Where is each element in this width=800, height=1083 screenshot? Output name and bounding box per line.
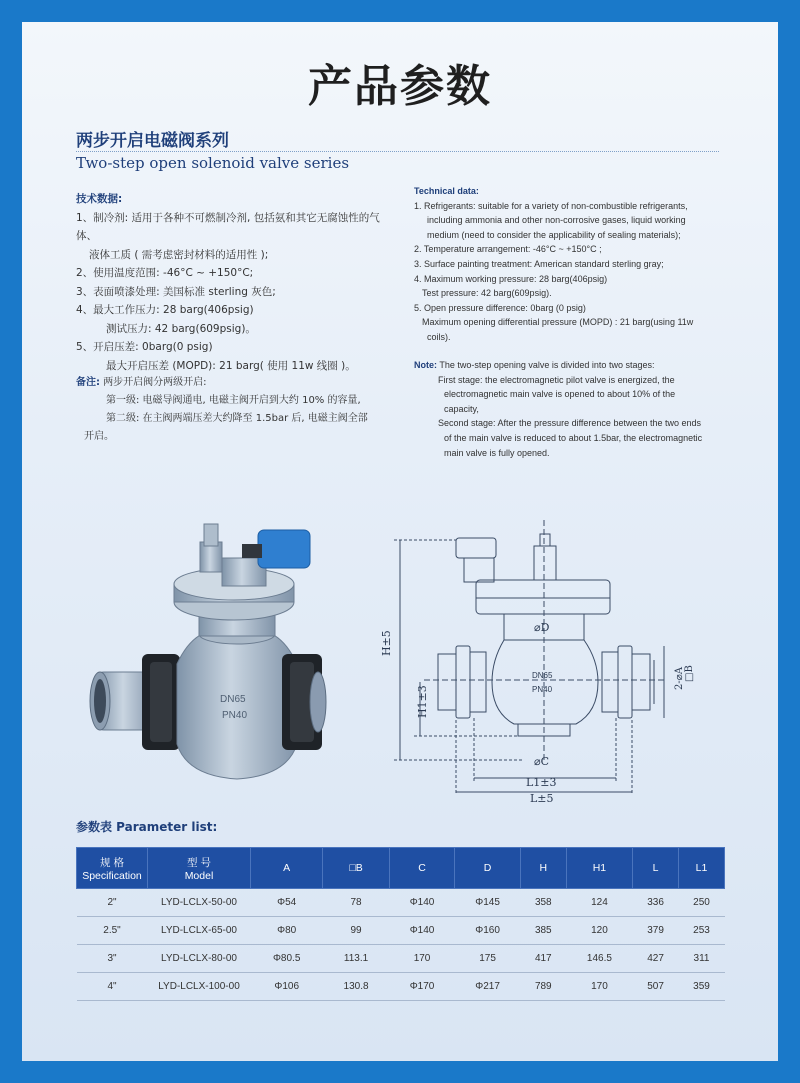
page-title: 产品参数	[308, 61, 492, 112]
table-row	[77, 889, 725, 917]
header-label: 型 号	[187, 856, 211, 869]
table-cell: 4"	[77, 973, 148, 1001]
table-cell: 146.5	[566, 945, 632, 973]
parameter-table	[76, 847, 725, 1001]
table-cell: 120	[566, 917, 632, 945]
table-cell: 78	[323, 889, 389, 917]
note-line: First stage: the electromagnetic pilot valve is energized, the	[438, 374, 675, 385]
tech-line: 1、制冷剂: 适用于各种不可燃制冷剂, 包括氨和其它无腐蚀性的气体、	[76, 211, 380, 242]
note-intro-en: The two-step opening valve is divided into two stages:	[439, 360, 655, 370]
tech-heading-cn: 技术数据:	[76, 193, 123, 205]
table-cell: Φ145	[455, 889, 521, 917]
table-cell: 124	[566, 889, 632, 917]
note-cn	[76, 374, 406, 446]
tech-line: 最大开启压差 (MOPD): 21 barg( 使用 11w 线圈 )。	[106, 359, 356, 372]
divider	[76, 151, 719, 152]
photo-pn-text: PN40	[222, 710, 248, 721]
table-cell: LYD-LCLX-100-00	[148, 973, 251, 1001]
table-cell: 113.1	[323, 945, 389, 973]
tech-heading-en: Technical data:	[414, 186, 479, 196]
tech-line: 测试压力: 42 barg(609psig)。	[106, 322, 256, 335]
table-cell: 427	[633, 945, 679, 973]
coil-icon	[258, 530, 310, 568]
table-cell: 385	[520, 917, 566, 945]
table-cell: 3"	[77, 945, 148, 973]
note-en	[414, 358, 734, 460]
header-h1: H1	[566, 848, 632, 889]
note-intro-cn: 两步开启阀分两级开启:	[103, 377, 207, 388]
note-label-en: Note:	[414, 360, 437, 370]
header-h: H	[520, 848, 566, 889]
table-cell: 336	[633, 889, 679, 917]
note-line: of the main valve is reduced to about 1.5bar, the electromagnetic	[444, 432, 703, 443]
header-spec	[77, 848, 148, 889]
series-title-cn: 两步开启电磁阀系列	[76, 131, 229, 151]
table-cell: 130.8	[323, 973, 389, 1001]
table-cell: Φ140	[389, 889, 455, 917]
table-cell: Φ217	[455, 973, 521, 1001]
table-row	[77, 973, 725, 1001]
tech-line: 4. Maximum working pressure: 28 barg(406psig)	[414, 273, 608, 284]
table-header-row	[77, 848, 725, 889]
table-cell: 2"	[77, 889, 148, 917]
page	[22, 22, 778, 1061]
header-model	[148, 848, 251, 889]
table-cell: Φ54	[251, 889, 323, 917]
tech-line: 3. Surface painting treatment: American standard sterling gray;	[414, 258, 664, 269]
note-line: main valve is fully opened.	[444, 447, 550, 458]
table-cell: 2.5"	[77, 917, 148, 945]
tech-line: Test pressure: 42 barg(609psig).	[422, 288, 552, 299]
tech-line: coils).	[427, 331, 451, 342]
drawing-dn: DN65	[532, 671, 553, 680]
table-cell: 359	[679, 973, 725, 1001]
table-cell: 789	[520, 973, 566, 1001]
header-l: L	[633, 848, 679, 889]
tech-line: Maximum opening differential pressure (MOPD) : 21 barg(using 11w	[422, 317, 694, 328]
dim-l1: L1±3	[526, 776, 557, 789]
tech-line: 2. Temperature arrangement: -46°C ~ +150°C ;	[414, 244, 602, 255]
dim-h1: H1±3	[416, 685, 429, 718]
table-cell: 170	[566, 973, 632, 1001]
table-cell: Φ160	[455, 917, 521, 945]
tech-line: including ammonia and other non-corrosive gases, liquid working	[427, 215, 686, 226]
dim-c: ⌀C	[534, 755, 550, 768]
table-cell: 311	[679, 945, 725, 973]
note-second-cn: 第二级: 在主阀两端压差大约降至 1.5bar 后, 电磁主阀全部	[106, 413, 368, 424]
drawing-pn: PN40	[532, 685, 553, 694]
table-cell: 175	[455, 945, 521, 973]
table-cell: 253	[679, 917, 725, 945]
tech-line: 4、最大工作压力: 28 barg(406psig)	[76, 304, 254, 316]
tech-line: 2、使用温度范围: -46°C ~ +150°C;	[76, 267, 254, 279]
header-label: Specification	[82, 869, 142, 882]
table-cell: 507	[633, 973, 679, 1001]
note-line: capacity,	[444, 403, 479, 414]
dim-d: ⌀D	[534, 621, 550, 634]
parameter-heading: 参数表 Parameter list:	[76, 820, 218, 834]
table-cell: Φ80.5	[251, 945, 323, 973]
table-cell: 250	[679, 889, 725, 917]
dim-h: H±5	[380, 630, 393, 656]
table-cell: Φ140	[389, 917, 455, 945]
table-cell: LYD-LCLX-50-00	[148, 889, 251, 917]
table-cell: 358	[520, 889, 566, 917]
tech-line: 1. Refrigerants: suitable for a variety of non-combustible refrigerants,	[414, 200, 688, 211]
note-line: Second stage: After the pressure difference between the two ends	[438, 418, 702, 429]
valve-drawing	[364, 510, 756, 805]
header-d: D	[455, 848, 521, 889]
table-cell: 379	[633, 917, 679, 945]
dim-b: □B	[684, 665, 695, 682]
dim-l: L±5	[530, 792, 554, 805]
photo-dn-text: DN65	[220, 694, 246, 705]
header-a: A	[251, 848, 323, 889]
table-cell: 99	[323, 917, 389, 945]
table-cell: LYD-LCLX-65-00	[148, 917, 251, 945]
table-row	[77, 945, 725, 973]
tech-line: 5. Open pressure difference: 0barg (0 psig)	[414, 302, 586, 313]
note-first-cn: 第一级: 电磁导阀通电, 电磁主阀开启到大约 10% 的容量,	[106, 395, 361, 406]
note-label-cn: 备注:	[76, 377, 100, 388]
valve-photo	[82, 514, 342, 784]
header-b: □B	[323, 848, 389, 889]
header-l1: L1	[679, 848, 725, 889]
tech-data-en	[414, 184, 734, 345]
tech-line: 5、开启压差: 0barg(0 psig)	[76, 341, 213, 353]
tech-line: 3、表面喷漆处理: 美国标准 sterling 灰色;	[76, 285, 276, 298]
table-cell: LYD-LCLX-80-00	[148, 945, 251, 973]
table-row	[77, 917, 725, 945]
tech-line: medium (need to consider the applicability of sealing materials);	[427, 229, 681, 240]
tech-data-cn	[76, 190, 396, 375]
dim-a: 2-⌀A	[674, 667, 685, 690]
series-title-en: Two-step open solenoid valve series	[76, 154, 350, 172]
header-label: 规 格	[100, 856, 124, 869]
table-cell: Φ106	[251, 973, 323, 1001]
table-cell: 417	[520, 945, 566, 973]
table-cell: 170	[389, 945, 455, 973]
note-second-cont-cn: 开启。	[84, 431, 114, 442]
table-cell: Φ170	[389, 973, 455, 1001]
tech-line: 液体工质 ( 需考虑密封材料的适用性 );	[89, 248, 269, 261]
table-cell: Φ80	[251, 917, 323, 945]
header-c: C	[389, 848, 455, 889]
header-label: Model	[184, 869, 214, 882]
note-line: electromagnetic main valve is opened to about 10% of the	[444, 389, 676, 400]
